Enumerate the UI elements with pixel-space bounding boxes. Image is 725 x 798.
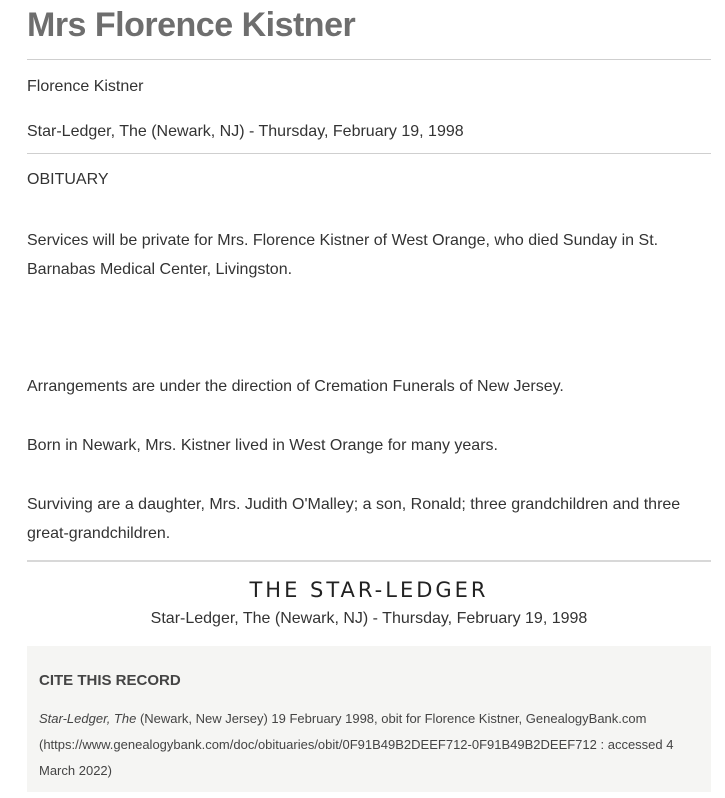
cite-record-panel [27, 646, 711, 792]
title-divider [27, 59, 711, 60]
body-divider [27, 560, 711, 562]
source-info: Star-Ledger, The (Newark, NJ) - Thursday, February 19, 1998 [27, 123, 464, 140]
record-category: OBITUARY [27, 171, 109, 188]
obituary-paragraph-background: Born in Newark, Mrs. Kistner lived in West Orange for many years. [27, 437, 498, 454]
obituary-paragraph-arrangements: Arrangements are under the direction of Cremation Funerals of New Jersey. [27, 378, 564, 395]
cite-heading: CITE THIS RECORD [39, 672, 181, 689]
obituary-paragraph-services: Services will be private for Mrs. Florence Kistner of West Orange, who died Sunday in St. Barnabas Medical Center, Livingston. [27, 232, 659, 278]
citation-publication: Star-Ledger, The [39, 711, 137, 726]
newspaper-masthead: THE STAR-LEDGER [249, 578, 489, 602]
page-title: Mrs Florence Kistner [27, 6, 356, 44]
header-divider [27, 153, 711, 154]
deceased-name: Florence Kistner [27, 78, 144, 95]
citation-text [39, 706, 689, 784]
obituary-paragraph-survivors: Surviving are a daughter, Mrs. Judith O'Malley; a son, Ronald; three grandchildren and three great-grandchildren. [27, 496, 681, 542]
publication-source-line: Star-Ledger, The (Newark, NJ) - Thursday, February 19, 1998 [150, 610, 588, 627]
citation-details[interactable]: (Newark, New Jersey) 19 February 1998, obit for Florence Kistner, GenealogyBank.com (https://www.genealogybank.com/doc/obituaries/obit/0F91B49B2DEEF712-0F91B49B2DEEF712 : accessed 4 March 2022) [39, 711, 674, 778]
